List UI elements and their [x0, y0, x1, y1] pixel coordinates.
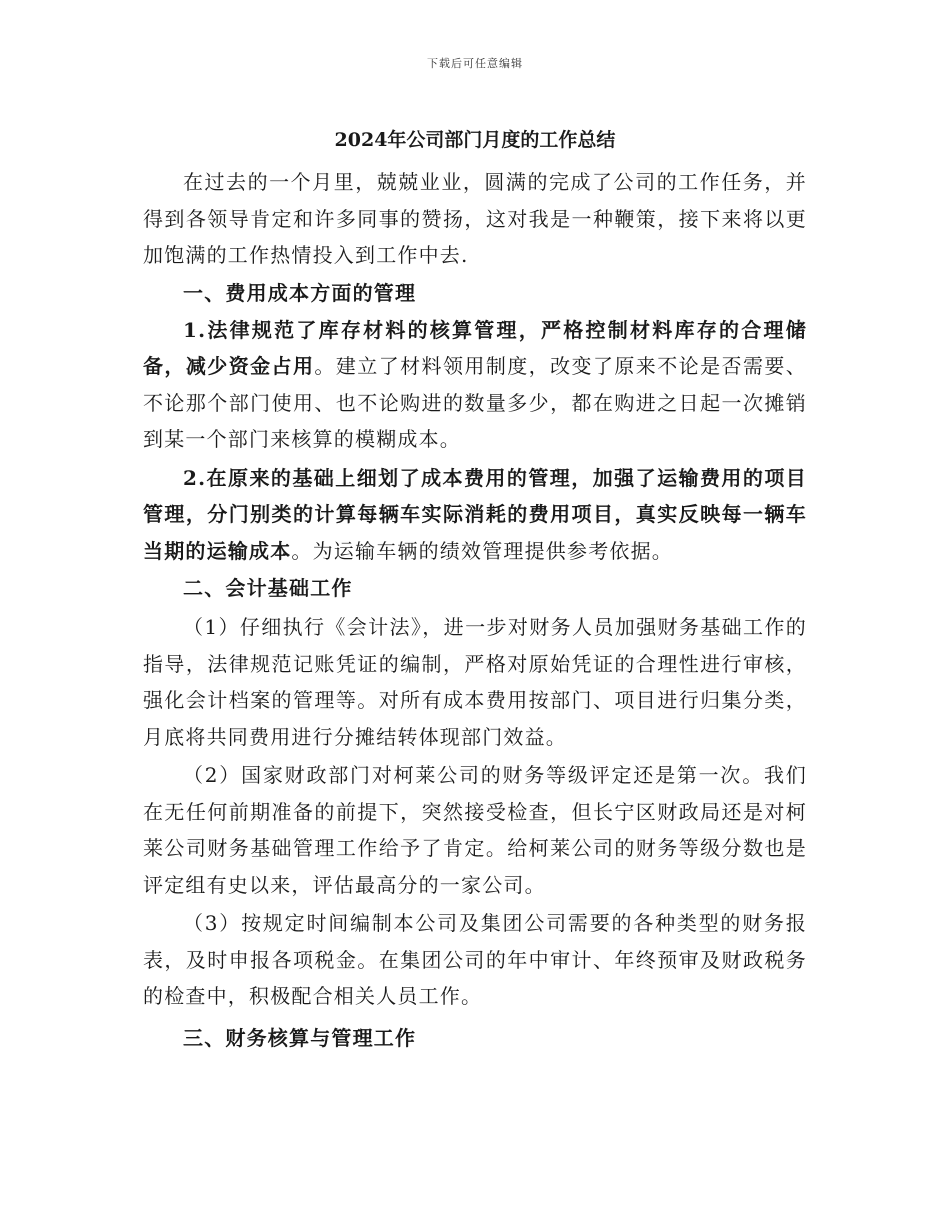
- section-2-item-3: （3）按规定时间编制本公司及集团公司需要的各种类型的财务报表，及时申报各项税金。在集团公司的年中审计、年终预审及财政税务的检查中，积极配合相关人员工作。: [143, 911, 807, 1008]
- document-title: 2024年公司部门月度的工作总结: [334, 129, 616, 151]
- section-1-item-1-text: 。建立了材料领用制度，改变了原来不论是否需要、不论那个部门使用、也不论购进的数量多少，都在购进之日起一次摊销到某一个部门来核算的模糊成本。: [143, 354, 807, 451]
- section-1-heading: 一、费用成本方面的管理: [183, 280, 417, 305]
- section-1-item-2-text: 。为运输车辆的绩效管理提供参考依据。: [291, 538, 674, 563]
- section-1-item-2-lead: 2.在原来的基础上细划了成本费用的管理，加强了运输费用的项目管理，分门别类的计算每辆车实际消耗的费用项目，真实反映每一辆车当期的运输成本: [143, 465, 807, 563]
- section-2-heading: 二、会计基础工作: [183, 576, 353, 600]
- section-1-item-1-lead: 1.法律规范了库存材料的核算管理，严格控制材料库存的合理储备，减少资金占用: [143, 317, 807, 378]
- intro-paragraph: 在过去的一个月里，兢兢业业，圆满的完成了公司的工作任务，并得到各领导肯定和许多同事的赞扬，这对我是一种鞭策，接下来将以更加饱满的工作热情投入到工作中去.: [143, 170, 807, 267]
- section-1-item-1: [143, 312, 807, 458]
- section-1-item-2: [143, 460, 807, 570]
- document-body: [143, 120, 807, 1057]
- header-note: 下载后可任意编辑: [427, 57, 523, 70]
- section-3-heading: 三、财务核算与管理工作: [183, 1025, 417, 1050]
- section-2-item-2: （2）国家财政部门对柯莱公司的财务等级评定还是第一次。我们在无任何前期准备的前提下，突然接受检查，但长宁区财政局还是对柯莱公司财务基础管理工作给予了肯定。给柯莱公司的财务等级分数也是评定组有史以来，评估最高分的一家公司。: [143, 763, 807, 897]
- section-2-item-1: （1）仔细执行《会计法》，进一步对财务人员加强财务基础工作的指导，法律规范记账凭证的编制，严格对原始凭证的合理性进行审核，强化会计档案的管理等。对所有成本费用按部门、项目进行归集分类，月底将共同费用进行分摊结转体现部门效益。: [143, 615, 807, 749]
